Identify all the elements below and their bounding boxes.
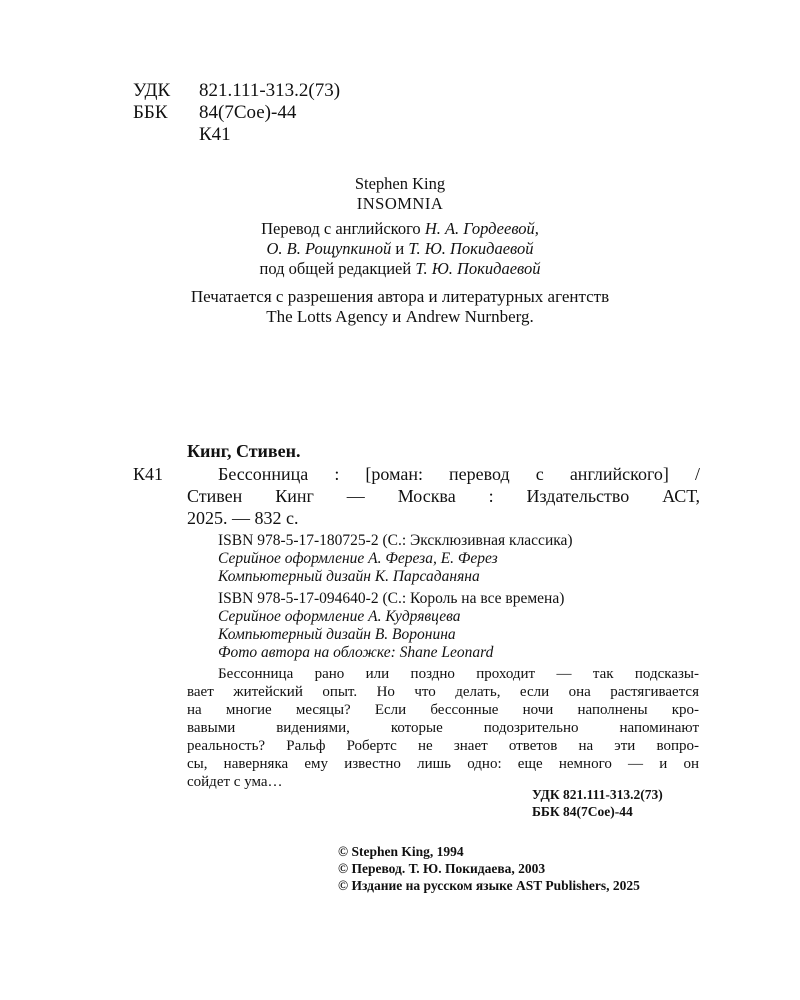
udk-row (133, 80, 340, 102)
codes-bbk: ББК 84(7Сое)-44 (532, 804, 633, 819)
isbn-block-2 (218, 590, 564, 662)
codes-block (532, 786, 663, 820)
copyright-block (338, 843, 640, 894)
editor-prefix: под общей редакцией (259, 259, 416, 278)
annotation-line-6: сы, наверняка ему известно лишь одно: еще немного — и он (187, 756, 699, 772)
isbn-2: ISBN 978-5-17-094640-2 (С.: Король на все времена) (218, 590, 565, 607)
bib-mark: К41 (133, 464, 164, 484)
translator-3: Т. Ю. Покидаевой (408, 239, 534, 258)
udk-label: УДК (133, 80, 171, 101)
bib-line-3: 2025. — 832 с. (187, 508, 299, 528)
annotation-line-3: на многие месяцы? Если бессонные ночи наполнены кро- (187, 702, 699, 718)
annotation-line-4: вавыми видениями, которые подозрительно напоминают (187, 720, 699, 736)
isbn-2-credit-2: Компьютерный дизайн В. Воронина (218, 626, 456, 643)
bib-line-2: Стивен Кинг — Москва : Издательство АСТ, (187, 486, 700, 506)
original-author: Stephen King (354, 174, 446, 193)
translation-conjunction: и (391, 239, 409, 258)
translation-line-1 (0, 219, 800, 239)
annotation-line-2: вает житейский опыт. Но что делать, если она растягивается (187, 684, 699, 700)
annotation-line-5: реальность? Ральф Робертс не знает ответов на эти вопро- (187, 738, 699, 754)
isbn-2-credit-1: Серийное оформление А. Кудрявцева (218, 608, 461, 625)
copyright-line-3: © Издание на русском языке AST Publishers, 2025 (338, 878, 640, 893)
isbn-2-credit-3: Фото автора на обложке: Shane Leonard (218, 644, 494, 661)
permission-line-2: The Lotts Agency и Andrew Nurnberg. (266, 307, 534, 326)
isbn-1-credit-1: Серийное оформление А. Фереза, Е. Ферез (218, 550, 498, 567)
translation-prefix: Перевод с английского (261, 219, 425, 238)
original-title-block (0, 174, 800, 214)
codes-udk: УДК 821.111-313.2(73) (532, 787, 663, 802)
isbn-block-1 (218, 532, 573, 586)
bbk-label: ББК (133, 102, 168, 123)
permission-line-1: Печатается с разрешения автора и литературных агентств (190, 287, 610, 306)
copyright-line-2: © Перевод. Т. Ю. Покидаева, 2003 (338, 861, 546, 876)
annotation-line-7: сойдет с ума… (187, 774, 283, 790)
bib-heading: Кинг, Стивен. (187, 441, 301, 461)
copyright-line-1: © Stephen King, 1994 (338, 844, 464, 859)
translation-line-2 (0, 239, 800, 259)
bbk-value: 84(7Сое)-44 (199, 102, 297, 123)
author-mark: К41 (199, 124, 231, 145)
udk-value: 821.111-313.2(73) (199, 80, 341, 101)
original-title: INSOMNIA (356, 194, 444, 213)
translator-2: О. В. Рощупкиной (266, 239, 392, 258)
translation-line-3 (0, 259, 800, 279)
translator-1: Н. А. Гордеевой, (424, 219, 539, 238)
isbn-1-credit-2: Компьютерный дизайн К. Парсаданяна (218, 568, 480, 585)
permission-notice (0, 287, 800, 327)
editor-name: Т. Ю. Покидаевой (415, 259, 541, 278)
isbn-1: ISBN 978-5-17-180725-2 (С.: Эксклюзивная классика) (218, 532, 573, 549)
bib-line-1: Бессонница : [роман: перевод с английского] / (218, 464, 700, 484)
annotation-line-1: Бессонница рано или поздно проходит — так подсказы- (218, 666, 699, 682)
translation-credits (0, 219, 800, 279)
annotation (187, 665, 699, 791)
bbk-row (133, 102, 296, 124)
